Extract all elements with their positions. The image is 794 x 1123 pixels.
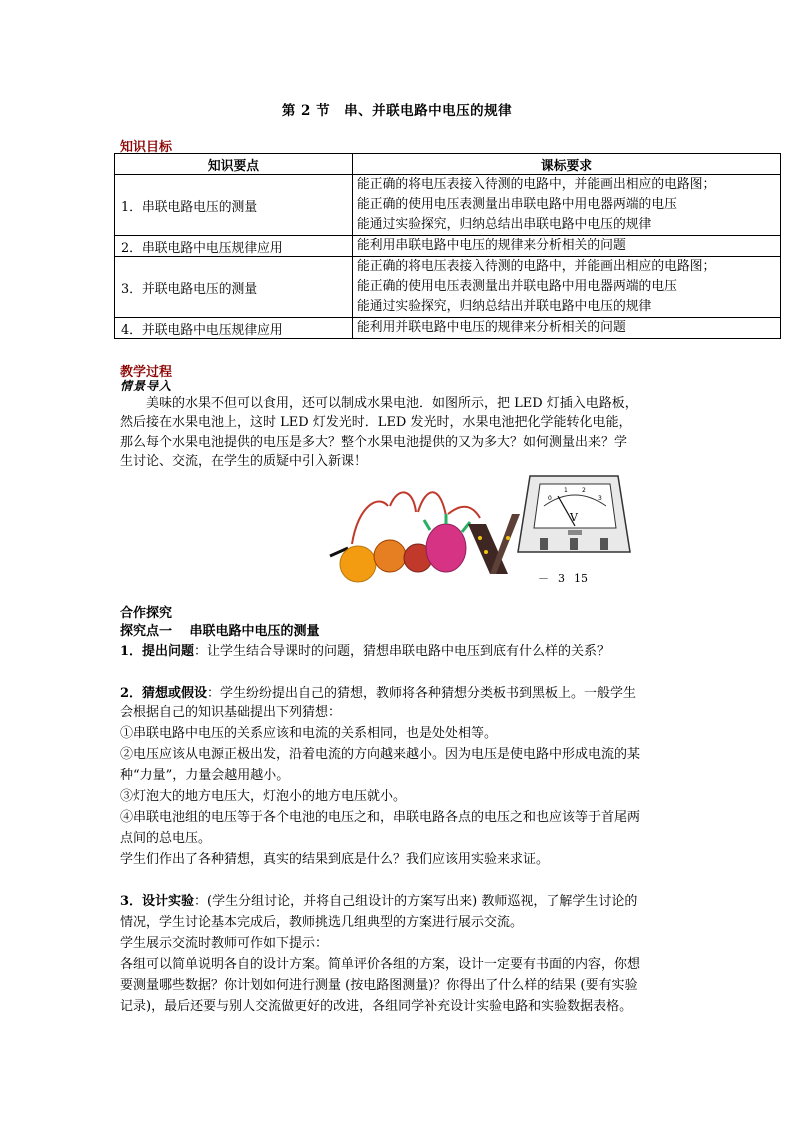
scale-mark: 0 [548,495,552,502]
header-points: 知识要点 [115,154,353,175]
meter-letter: V [570,511,578,524]
scale-mark: 3 [598,495,602,502]
step-label: 3．设计实验 [120,894,195,909]
explore-point-1: 探究点一 串联电路中电压的测量 [120,624,320,639]
requirement-line: 能正确的将电压表接入待测的电路中，并能画出相应的电路图； [357,259,716,274]
step-label: 2．猜想或假设 [120,686,208,701]
knowledge-table [114,153,781,339]
requirement-line: 能正确的使用电压表测量出并联电路中用电器两端的电压 [357,279,677,294]
step-label: 1．提出问题 [120,644,195,659]
step-3 [120,890,637,909]
knowledge-heading: 知识目标 [120,140,173,155]
table-row [115,175,781,236]
requirement-line: 能利用并联电路中电压的规律来分析相关的问题 [357,320,626,335]
text-line: ③灯泡大的地方电压大，灯泡小的地方电压就小。 [120,789,407,804]
requirement-line: 能通过实验探究，归纳总结出并联电路中电压的规律 [357,299,652,314]
orange-fruit [340,546,376,582]
step-text: ：学生纷纷提出自己的猜想，教师将各种猜想分类板书到黑板上。一般学生 [207,686,637,701]
terminal [540,538,548,550]
explore-heading: 合作探究 [120,606,173,621]
header-requirements: 课标要求 [353,154,781,175]
led-light [478,536,482,540]
intro-line: 然后接在水果电池上，这时 LED 灯发光时．LED 发光时，水果电池把化学能转化电能， [120,415,632,431]
requirement-line: 能通过实验探究，归纳总结出串联电路中电压的规律 [357,217,652,232]
text-line: ②电压应该从电源正极出发，沿着电流的方向越来越小。因为电压是使电路中形成电流的某 [120,747,641,762]
requirement-cell [353,175,781,236]
terminal [600,538,608,550]
scale-mark: 2 [582,487,586,494]
wire [418,492,446,516]
terminal-label: 3 [558,572,565,585]
requirement-cell [353,257,781,318]
table-header-row [115,154,781,175]
point-cell: 4．并联电路中电压规律应用 [115,318,353,339]
wire [448,507,480,518]
point-cell: 3．并联电路电压的测量 [115,257,353,318]
page-title: 第 2 节 串、并联电路中电压的规律 [281,103,513,119]
intro-line: 生讨论、交流，在学生的质疑中引入新课！ [120,453,368,469]
zero-adjust [568,530,582,535]
text-line: 情况，学生讨论基本完成后，教师挑选几组典型的方案进行展示交流。 [120,915,524,930]
table-row [115,257,781,318]
point-cell: 2．串联电路中电压规律应用 [115,236,353,257]
led-light [484,550,488,554]
dragonfruit [426,524,466,572]
requirement-line: 能利用串联电路中电压的规律来分析相关的问题 [357,238,626,253]
process-heading: 教学过程 [120,365,173,380]
terminal-label: 15 [574,572,588,585]
requirement-line: 能正确的使用电压表测量出串联电路中用电器两端的电压 [357,197,677,212]
text-line: ④串联电池组的电压等于各个电池的电压之和，串联电路各点的电压之和也应该等于首尾两 [120,810,641,825]
wire [352,502,388,544]
point-cell: 1．串联电路电压的测量 [115,175,353,236]
text-line: ①串联电路中电压的关系应该和电流的关系相同，也是处处相等。 [120,726,498,741]
step-text: ：让学生结合导课时的问题，猜想串联电路中电压到底有什么样的关系？ [194,644,611,659]
wire [390,492,416,512]
table-row [115,318,781,339]
step-2 [120,682,636,701]
requirement-line: 能正确的将电压表接入待测的电路中，并能画出相应的电路图； [357,177,716,192]
text-line: 点间的总电压。 [120,831,212,846]
led-light [506,536,510,540]
scale-mark: 1 [564,487,568,494]
step-1 [120,640,610,659]
terminal [570,538,578,550]
intro-line: 美味的水果不但可以食用，还可以制成水果电池．如图所示，把 LED 灯插入电路板， [146,396,638,411]
requirement-cell [353,236,781,257]
text-line: 学生展示交流时教师可作如下提示： [120,936,329,951]
terminal-label: － [538,572,549,585]
fruit-battery-figure [318,466,648,588]
text-line: 各组可以简单说明各自的设计方案。简单评价各组的方案，设计一定要有书面的内容，你想 [120,957,641,972]
text-line: 记录)，最后还要与别人交流做更好的改进，各组同学补充设计实验电路和实验数据表格。 [120,999,633,1014]
intro-line: 那么每个水果电池提供的电压是多大？整个水果电池提供的又为多大？如何测量出来？学 [120,434,628,450]
text-line: 要测量哪些数据？你计划如何进行测量 (按电路图测量)？你得出了什么样的结果 (要有实验 [120,978,638,993]
text-line: 会根据自己的知识基础提出下列猜想： [120,705,342,720]
intro-heading: 情景导入 [120,379,173,393]
intro-paragraph [120,394,680,471]
text-line: 学生们作出了各种猜想，真实的结果到底是什么？我们应该用实验来求证。 [120,852,550,867]
step-text: ：(学生分组讨论，并将自己组设计的方案写出来) 教师巡视，了解学生讨论的 [194,894,638,909]
text-line: 种“力量”，力量会越用越小。 [120,768,290,783]
tomato-fruit [374,540,406,572]
requirement-cell [353,318,781,339]
table-row [115,236,781,257]
